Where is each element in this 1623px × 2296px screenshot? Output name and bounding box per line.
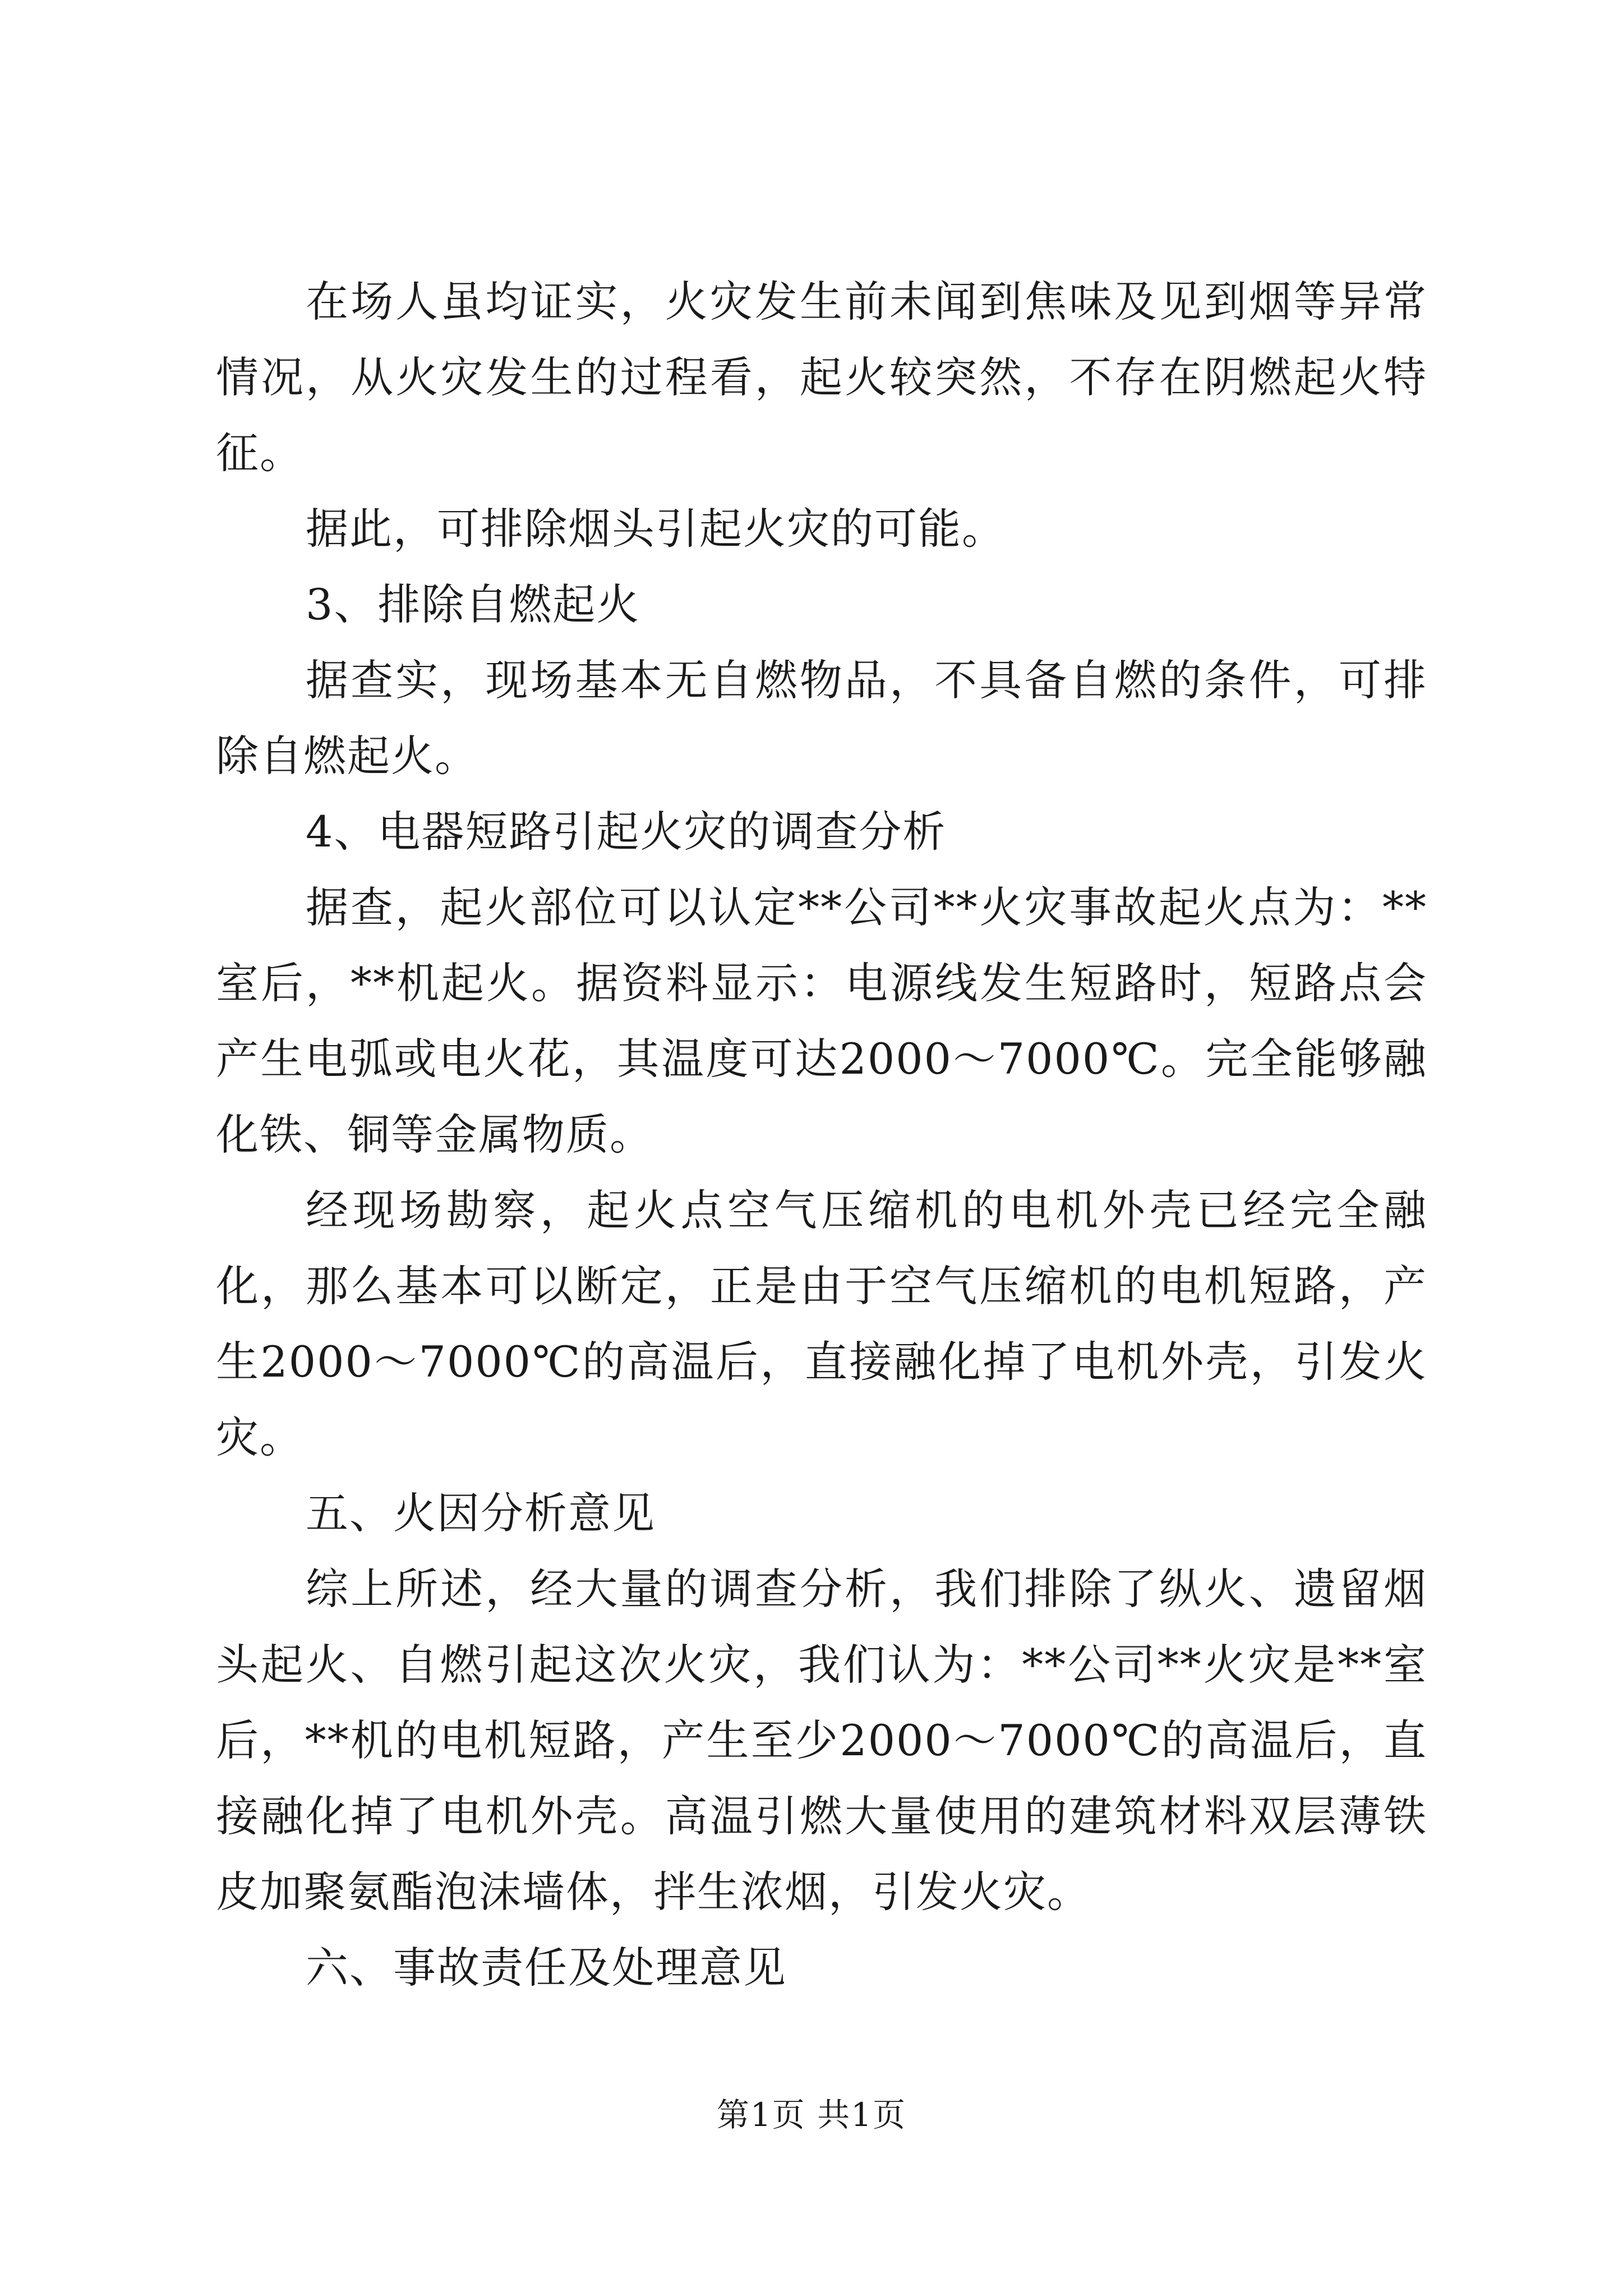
heading-short-circuit-analysis: 4、电器短路引起火灾的调查分析 [306,807,947,857]
heading-responsibility: 六、事故责任及处理意见 [306,1943,787,1993]
paragraph-conclusion: 综上所述，经大量的调查分析，我们排除了纵火、遗留烟头起火、自燃引起这次火灾，我们认为：**公司**火灾是**室后，**机的电机短路，产生至少2000～7000℃的高温后，直接融化掉了电机外壳。高温引燃大量使用的建筑材料双层薄铁皮加聚氨酯泡沫墙体，拌生浓烟，引发火灾。 [216,1564,1427,1917]
page-footer: 第1页 共1页 [716,2096,907,2134]
paragraph-no-spontaneous-items: 据查实，现场基本无自燃物品，不具备自燃的条件，可排除自燃起火。 [216,655,1427,781]
paragraph-no-smoke-evidence: 在场人虽均证实，火灾发生前未闻到焦味及见到烟等异常情况，从火灾发生的过程看，起火较突然，不存在阴燃起火特征。 [216,277,1427,478]
paragraph-site-survey: 经现场勘察，起火点空气压缩机的电机外壳已经完全融化，那么基本可以断定，正是由于空气压缩机的电机短路，产生2000～7000℃的高温后，直接融化掉了电机外壳，引发火灾。 [216,1185,1427,1462]
heading-exclude-spontaneous: 3、排除自燃起火 [306,579,640,629]
document-body [216,264,1427,2005]
paragraph-fire-origin: 据查，起火部位可以认定**公司**火灾事故起火点为：**室后，**机起火。据资料显示：电源线发生短路时，短路点会产生电弧或电火花，其温度可达2000～7000℃。完全能够融化铁、铜等金属物质。 [216,882,1427,1159]
paragraph-exclude-cigarette: 据此，可排除烟头引起火灾的可能。 [306,504,1006,554]
heading-cause-opinion: 五、火因分析意见 [306,1488,656,1538]
